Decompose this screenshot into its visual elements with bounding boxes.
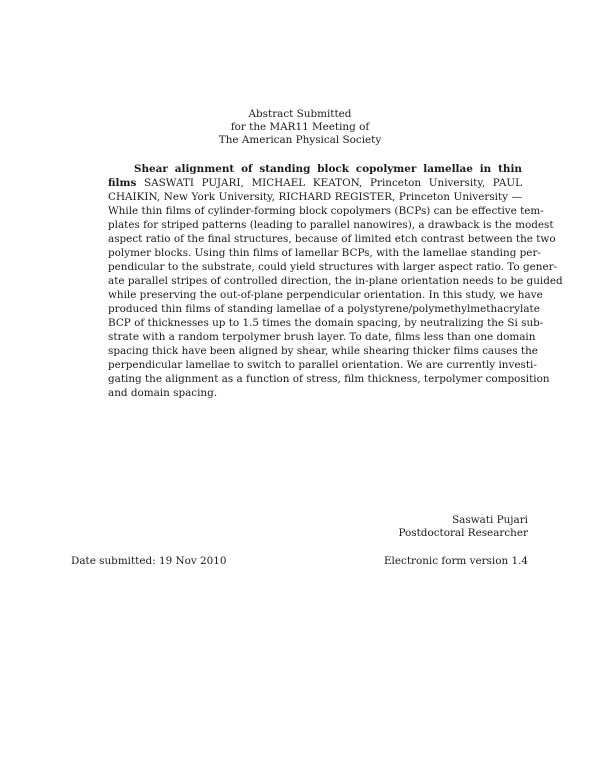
signature-block [398,514,528,540]
abstract-body [108,162,563,400]
abstract-line: polymer blocks. Using thin films of lamellar BCPs, with the lamellae standing per- [108,247,541,259]
abstract-line: pendicular to the substrate, could yield structures with larger aspect ratio. To gener- [108,261,558,273]
abstract-line: ate parallel stripes of controlled direction, the in-plane orientation needs to be guided [108,275,563,287]
header-line-1: Abstract Submitted [248,108,352,120]
abstract-line: spacing thick have been aligned by shear, while shearing thicker films causes the [108,345,538,357]
abstract-line: CHAIKIN, New York University, RICHARD REGISTER, Princeton University — [108,191,522,203]
abstract-line: perpendicular lamellae to switch to parallel orientation. We are currently investi- [108,359,537,371]
abstract-authors-line [108,176,522,190]
abstract-line: and domain spacing. [108,387,218,399]
abstract-line: strate with a random terpolymer brush layer. To date, films less than one domain [108,331,536,343]
signature-title: Postdoctoral Researcher [398,527,528,539]
submission-header [0,108,600,147]
abstract-line: gating the alignment as a function of stress, film thickness, terpolymer composition [108,373,550,385]
abstract-title-line: Shear alignment of standing block copolymer lamellae in thin [134,163,522,175]
abstract-authors-start: SASWATI PUJARI, MICHAEL KEATON, Princeton University, PAUL [144,177,522,189]
form-version: Electronic form version 1.4 [383,555,528,567]
abstract-line: aspect ratio of the final structures, because of limited etch contrast between the two [108,233,556,245]
abstract-line: produced thin films of standing lamellae of a polystyrene/polymethylmethacrylate [108,303,540,315]
header-line-2: for the MAR11 Meeting of [230,121,370,133]
signature-name: Saswati Pujari [452,514,528,526]
abstract-line: while preserving the out-of-plane perpendicular orientation. In this study, we have [108,289,543,301]
abstract-line: While thin films of cylinder-forming block copolymers (BCPs) can be effective tem- [108,205,544,217]
abstract-title-end: films [108,177,137,189]
date-submitted: Date submitted: 19 Nov 2010 [71,555,227,567]
abstract-line: plates for striped patterns (leading to parallel nanowires), a drawback is the modest [108,219,554,231]
abstract-line: BCP of thicknesses up to 1.5 times the domain spacing, by neutralizing the Si sub- [108,317,544,329]
header-line-3: The American Physical Society [218,134,382,146]
